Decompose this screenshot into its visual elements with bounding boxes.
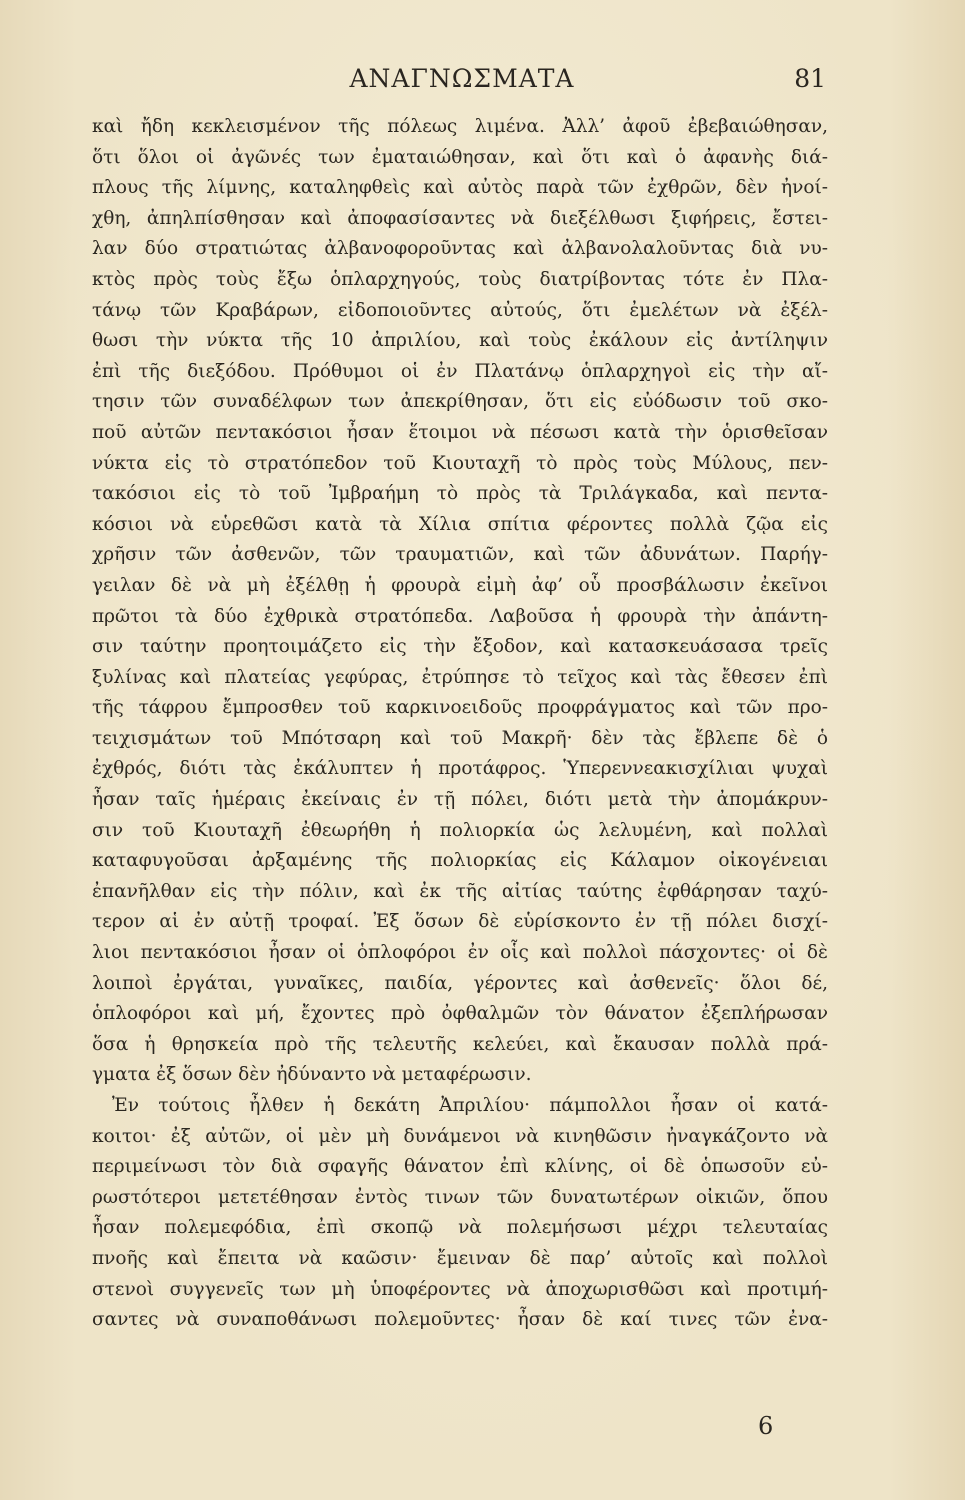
text-line: πλους τῆς λίμνης, καταληφθεὶς καὶ αὐτὸς παρὰ τῶν ἐχθρῶν, δὲν ἠνοί-: [92, 177, 828, 199]
text-line: στενοὶ συγγενεῖς των μὴ ὑποφέροντες νὰ ἀποχωρισθῶσι καὶ προτιμή-: [92, 1278, 828, 1300]
text-line: τάνῳ τῶν Κραβάρων, εἰδοποιοῦντες αὐτούς, ὅτι ἐμελέτων νὰ ἐξέλ-: [92, 299, 828, 321]
text-line: καταφυγοῦσαι ἀρξαμένης τῆς πολιορκίας εἰς Κάλαμον οἰκογένειαι: [92, 850, 828, 872]
text-line: σιν τοῦ Κιουταχῆ ἐθεωρήθη ἡ πολιορκία ὡς λελυμένη, καὶ πολλαὶ: [92, 819, 828, 841]
text-line: τακόσιοι εἰς τὸ τοῦ Ἰμβραήμη τὸ πρὸς τὰ Τριλάγκαδα, καὶ πεντα-: [92, 483, 828, 505]
text-line: ποῦ αὐτῶν πεντακόσιοι ἦσαν ἕτοιμοι νὰ πέσωσι κατὰ τὴν ὁρισθεῖσαν: [92, 421, 828, 443]
text-line: γειλαν δὲ νὰ μὴ ἐξέλθῃ ἡ φρουρὰ εἰμὴ ἀφ’ οὗ προσβάλωσιν ἐκεῖνοι: [92, 574, 828, 596]
page-number: 81: [794, 64, 826, 93]
text-line: σιν ταύτην προητοιμάζετο εἰς τὴν ἔξοδον, καὶ κατασκευάσασα τρεῖς: [92, 636, 828, 658]
text-line: ὅσα ἡ θρησκεία πρὸ τῆς τελευτῆς κελεύει, καὶ ἔκαυσαν πολλὰ πρά-: [92, 1033, 828, 1055]
text-line: πρῶτοι τὰ δύο ἐχθρικὰ στρατόπεδα. Λαβοῦσα ἡ φρουρὰ τὴν ἀπάντη-: [92, 605, 828, 627]
paragraph-end-line: γματα ἐξ ὅσων δὲν ἠδύναντο νὰ μεταφέρωσιν.: [92, 1064, 532, 1086]
text-line: τερον αἱ ἐν αὐτῇ τροφαί. Ἐξ ὅσων δὲ εὑρίσκοντο ἐν τῇ πόλει δισχί-: [92, 911, 828, 933]
text-line: πνοῆς καὶ ἔπειτα νὰ καῶσιν· ἔμειναν δὲ παρ’ αὐτοῖς καὶ πολλοὶ: [92, 1247, 828, 1269]
text-line: ἐχθρός, διότι τὰς ἐκάλυπτεν ἡ προτάφρος. Ὑπερεννεακισχίλιαι ψυχαὶ: [92, 758, 828, 780]
text-line: χθη, ἀπηλπίσθησαν καὶ ἀποφασίσαντες νὰ διεξέλθωσι ξιφήρεις, ἔστει-: [92, 207, 828, 229]
text-line: ὁπλοφόροι καὶ μή, ἔχοντες πρὸ ὀφθαλμῶν τὸν θάνατον ἐξεπλήρωσαν: [92, 1003, 828, 1025]
text-line: λιοι πεντακόσιοι ἦσαν οἱ ὁπλοφόροι ἐν οἷς καὶ πολλοὶ πάσχοντες· οἱ δὲ: [92, 942, 828, 964]
running-title: ΑΝΑΓΝΩΣΜΑΤΑ: [349, 64, 575, 93]
text-line: ξυλίνας καὶ πλατείας γεφύρας, ἐτρύπησε τὸ τεῖχος καὶ τὰς ἔθεσεν ἐπὶ: [92, 666, 828, 688]
text-line: λαν δύο στρατιώτας ἀλβανοφοροῦντας καὶ ἀλβανολαλοῦντας διὰ νυ-: [92, 238, 828, 260]
paragraph-start-line: Ἐν τούτοις ἦλθεν ἡ δεκάτη Ἀπριλίου· πάμπολλοι ἦσαν οἱ κατά-: [112, 1095, 828, 1116]
text-line: ἦσαν ταῖς ἡμέραις ἐκείναις ἐν τῇ πόλει, διότι μετὰ τὴν ἀπομάκρυν-: [92, 789, 828, 811]
text-line: τῆς τάφρου ἔμπροσθεν τοῦ καρκινοειδοῦς προφράγματος καὶ τῶν προ-: [92, 697, 828, 719]
text-line: θωσι τὴν νύκτα τῆς 10 ἀπριλίου, καὶ τοὺς ἐκάλουν εἰς ἀντίληψιν: [92, 330, 828, 352]
text-line: περιμείνωσι τὸν διὰ σφαγῆς θάνατον ἐπὶ κλίνης, οἱ δὲ ὁπωσοῦν εὐ-: [92, 1156, 828, 1178]
text-line: τειχισμάτων τοῦ Μπότσαρη καὶ τοῦ Μακρῆ· δὲν τὰς ἔβλεπε δὲ ὁ: [92, 727, 828, 749]
page-header: [98, 64, 826, 100]
signature-mark: 6: [758, 1412, 774, 1440]
text-line: ἦσαν πολεμεφόδια, ἐπὶ σκοπῷ νὰ πολεμήσωσι μέχρι τελευταίας: [92, 1217, 828, 1239]
text-line: τησιν τῶν συναδέλφων των ἀπεκρίθησαν, ὅτι εἰς εὐόδωσιν τοῦ σκο-: [92, 391, 828, 413]
text-line: ρωστότεροι μετετέθησαν ἐντὸς τινων τῶν δυνατωτέρων οἰκιῶν, ὅπου: [92, 1186, 828, 1208]
text-line: ὅτι ὅλοι οἱ ἀγῶνές των ἐματαιώθησαν, καὶ ὅτι καὶ ὁ ἀφανὴς διά-: [92, 146, 828, 168]
text-line: ἐπὶ τῆς διεξόδου. Πρόθυμοι οἱ ἐν Πλατάνῳ ὁπλαρχηγοὶ εἰς τὴν αἴ-: [92, 360, 828, 382]
text-line: λοιποὶ ἐργάται, γυναῖκες, παιδία, γέροντες καὶ ἀσθενεῖς· ὅλοι δέ,: [92, 972, 828, 994]
text-line: κοιτοι· ἐξ αὐτῶν, οἱ μὲν μὴ δυνάμενοι νὰ κινηθῶσιν ἠναγκάζοντο νὰ: [92, 1125, 828, 1147]
body-text: [92, 112, 828, 1336]
text-line: καὶ ἤδη κεκλεισμένον τῆς πόλεως λιμένα. Ἀλλ’ ἀφοῦ ἐβεβαιώθησαν,: [92, 116, 828, 137]
text-line: χρῆσιν τῶν ἀσθενῶν, τῶν τραυματιῶν, καὶ τῶν ἀδυνάτων. Παρήγ-: [92, 544, 828, 566]
text-line: νύκτα εἰς τὸ στρατόπεδον τοῦ Κιουταχῆ τὸ πρὸς τοὺς Μύλους, πεν-: [92, 452, 828, 474]
text-line: ἐπανῆλθαν εἰς τὴν πόλιν, καὶ ἐκ τῆς αἰτίας ταύτης ἐφθάρησαν ταχύ-: [92, 880, 828, 902]
text-line: κόσιοι νὰ εὑρεθῶσι κατὰ τὰ Χίλια σπίτια φέροντες πολλὰ ζῷα εἰς: [92, 513, 828, 535]
text-line: σαντες νὰ συναποθάνωσι πολεμοῦντες· ἦσαν δὲ καί τινες τῶν ἐνα-: [92, 1309, 828, 1331]
text-line: κτὸς πρὸς τοὺς ἔξω ὁπλαρχηγούς, τοὺς διατρίβοντας τότε ἐν Πλα-: [92, 268, 828, 290]
